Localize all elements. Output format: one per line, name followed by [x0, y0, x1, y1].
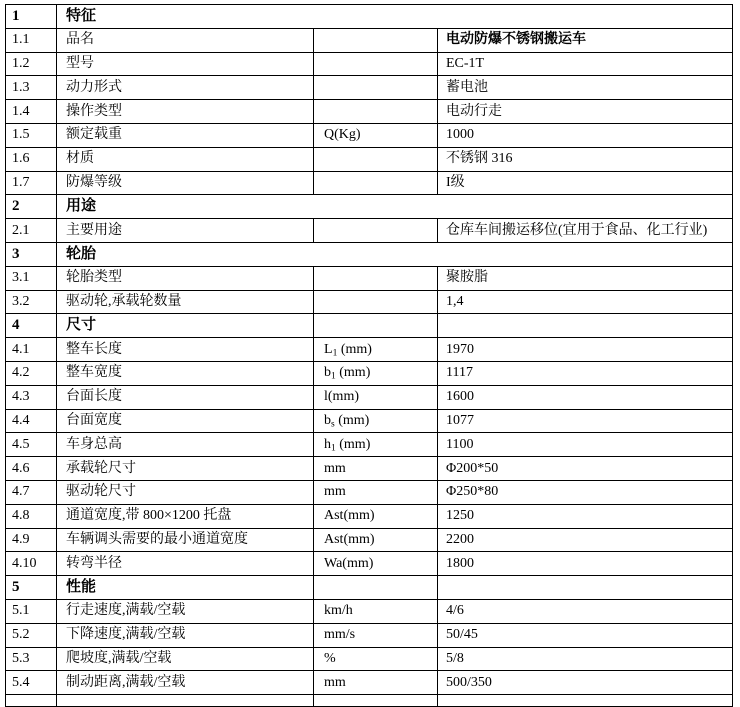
value-cell: 500/350 [438, 671, 733, 695]
table-row [6, 171, 733, 195]
unit-cell: % [314, 647, 438, 671]
spec-label-cell: 台面宽度 [57, 409, 314, 433]
unit-suffix: (mm) [337, 341, 372, 357]
row-number-cell: 1.3 [6, 76, 57, 100]
row-number-cell: 1.4 [6, 100, 57, 124]
table-row [6, 647, 733, 671]
unit-cell [314, 147, 438, 171]
section-row [6, 195, 733, 219]
table-row [6, 361, 733, 385]
table-row [6, 528, 733, 552]
unit-cell: l(mm) [314, 385, 438, 409]
unit-cell [314, 28, 438, 52]
row-number-cell: 4.7 [6, 480, 57, 504]
spec-table-container [5, 4, 733, 707]
spec-label-cell: 主要用途 [57, 219, 314, 243]
row-number-cell: 1.2 [6, 52, 57, 76]
row-number-cell: 2.1 [6, 219, 57, 243]
table-row [6, 457, 733, 481]
unit-subscript: s [331, 419, 335, 430]
row-number-cell: 3 [6, 242, 57, 266]
value-cell: 5/8 [438, 647, 733, 671]
row-number-cell: 4.9 [6, 528, 57, 552]
table-row [6, 409, 733, 433]
row-number-cell: 5.2 [6, 623, 57, 647]
row-number-cell: 4.2 [6, 361, 57, 385]
spec-label-cell: 驱动轮,承载轮数量 [57, 290, 314, 314]
value-cell [438, 695, 733, 707]
unit-cell [314, 52, 438, 76]
spec-table-body [6, 5, 733, 707]
table-row [6, 52, 733, 76]
value-cell: 1250 [438, 504, 733, 528]
unit-cell [314, 695, 438, 707]
row-number-cell: 3.1 [6, 266, 57, 290]
unit-subscript: 1 [332, 348, 338, 359]
table-row [6, 147, 733, 171]
row-number-cell: 4.8 [6, 504, 57, 528]
value-cell: 蓄电池 [438, 76, 733, 100]
row-number-cell: 1.7 [6, 171, 57, 195]
table-row [6, 76, 733, 100]
row-number-cell: 4.10 [6, 552, 57, 576]
table-row [6, 123, 733, 147]
section-row [6, 576, 733, 600]
unit-suffix: (mm) [335, 365, 371, 381]
unit-cell [314, 361, 438, 385]
section-label-cell: 特征 [57, 5, 733, 29]
table-row [6, 100, 733, 124]
spec-label-cell: 通道宽度,带 800×1200 托盘 [57, 504, 314, 528]
row-number-cell: 2 [6, 195, 57, 219]
spec-label-cell: 下降速度,满载/空载 [57, 623, 314, 647]
table-row [6, 671, 733, 695]
section-row [6, 242, 733, 266]
value-cell: 2200 [438, 528, 733, 552]
unit-subscript: 1 [331, 371, 336, 382]
unit-cell [314, 100, 438, 124]
unit-cell: km/h [314, 599, 438, 623]
value-cell: 电动防爆不锈钢搬运车 [438, 28, 733, 52]
unit-cell [314, 171, 438, 195]
table-row [6, 480, 733, 504]
table-row [6, 623, 733, 647]
spec-label-cell: 轮胎类型 [57, 266, 314, 290]
table-row [6, 290, 733, 314]
row-number-cell: 5.4 [6, 671, 57, 695]
unit-cell: mm [314, 671, 438, 695]
unit-suffix: (mm) [335, 436, 371, 452]
value-cell: 4/6 [438, 599, 733, 623]
spec-label-cell: 车辆调头需要的最小通道宽度 [57, 528, 314, 552]
spec-label-cell: 承载轮尺寸 [57, 457, 314, 481]
value-cell: 1800 [438, 552, 733, 576]
unit-symbol: b [324, 365, 331, 381]
spec-label-cell: 整车宽度 [57, 361, 314, 385]
table-row [6, 504, 733, 528]
value-cell: Φ250*80 [438, 480, 733, 504]
value-cell: 1117 [438, 361, 733, 385]
row-number-cell: 1 [6, 5, 57, 29]
section-label-cell: 轮胎 [57, 242, 733, 266]
value-cell: 50/45 [438, 623, 733, 647]
table-row [6, 599, 733, 623]
row-number-cell: 3.2 [6, 290, 57, 314]
value-cell: 聚胺脂 [438, 266, 733, 290]
value-cell [438, 314, 733, 338]
spec-label-cell: 防爆等级 [57, 171, 314, 195]
value-cell: Φ200*50 [438, 457, 733, 481]
table-row [6, 266, 733, 290]
value-cell: 1077 [438, 409, 733, 433]
section-label-cell: 尺寸 [57, 314, 314, 338]
row-number-cell: 4.3 [6, 385, 57, 409]
unit-cell [314, 314, 438, 338]
row-number-cell: 4.5 [6, 433, 57, 457]
row-number-cell: 4 [6, 314, 57, 338]
table-row [6, 338, 733, 362]
spec-label-cell: 台面长度 [57, 385, 314, 409]
spec-label-cell: 驱动轮尺寸 [57, 480, 314, 504]
unit-cell [314, 576, 438, 600]
unit-cell: Wa(mm) [314, 552, 438, 576]
unit-cell [314, 76, 438, 100]
unit-suffix: (mm) [334, 412, 370, 428]
spec-label-cell: 转弯半径 [57, 552, 314, 576]
unit-cell [314, 338, 438, 362]
section-row [6, 314, 733, 338]
spec-label-cell: 车身总高 [57, 433, 314, 457]
specification-table [5, 4, 733, 707]
spec-label-cell: 型号 [57, 52, 314, 76]
unit-cell: Ast(mm) [314, 528, 438, 552]
spec-label-cell: 材质 [57, 147, 314, 171]
row-number-cell: 5.1 [6, 599, 57, 623]
value-cell: 电动行走 [438, 100, 733, 124]
unit-cell: Ast(mm) [314, 504, 438, 528]
section-label-cell: 性能 [57, 576, 314, 600]
table-row [6, 385, 733, 409]
spec-label-cell: 品名 [57, 28, 314, 52]
row-number-cell: 4.4 [6, 409, 57, 433]
spec-label-cell: 制动距离,满载/空载 [57, 671, 314, 695]
row-number-cell: 4.1 [6, 338, 57, 362]
row-number-cell: 1.6 [6, 147, 57, 171]
spec-label-cell [57, 695, 314, 707]
value-cell: 1970 [438, 338, 733, 362]
value-cell: 1000 [438, 123, 733, 147]
unit-cell [314, 433, 438, 457]
unit-symbol: b [324, 412, 331, 428]
spec-label-cell: 动力形式 [57, 76, 314, 100]
row-number-cell: 1.5 [6, 123, 57, 147]
table-row [6, 28, 733, 52]
row-number-cell: 5.3 [6, 647, 57, 671]
spec-label-cell: 操作类型 [57, 100, 314, 124]
unit-cell [314, 290, 438, 314]
value-cell: 1600 [438, 385, 733, 409]
unit-cell [314, 409, 438, 433]
spec-label-cell: 整车长度 [57, 338, 314, 362]
unit-cell: Q(Kg) [314, 123, 438, 147]
unit-cell: mm [314, 480, 438, 504]
row-number-cell: 1.1 [6, 28, 57, 52]
spec-label-cell: 爬坡度,满载/空载 [57, 647, 314, 671]
row-number-cell [6, 695, 57, 707]
row-number-cell: 5 [6, 576, 57, 600]
value-cell: 仓库车间搬运移位(宜用于食品、化工行业) [438, 219, 733, 243]
unit-cell: mm [314, 457, 438, 481]
value-cell: 1100 [438, 433, 733, 457]
table-row [6, 219, 733, 243]
value-cell: EC-1T [438, 52, 733, 76]
unit-subscript: 1 [331, 443, 336, 454]
section-row [6, 5, 733, 29]
value-cell: 1,4 [438, 290, 733, 314]
value-cell: 不锈钢 316 [438, 147, 733, 171]
unit-symbol: h [324, 436, 331, 452]
value-cell: I级 [438, 171, 733, 195]
section-label-cell: 用途 [57, 195, 733, 219]
table-row [6, 552, 733, 576]
spec-label-cell: 额定载重 [57, 123, 314, 147]
unit-cell [314, 219, 438, 243]
value-cell [438, 576, 733, 600]
row-number-cell: 4.6 [6, 457, 57, 481]
clipped-next-row [6, 695, 733, 707]
spec-label-cell: 行走速度,满载/空载 [57, 599, 314, 623]
table-row [6, 433, 733, 457]
unit-cell: mm/s [314, 623, 438, 647]
unit-cell [314, 266, 438, 290]
unit-symbol: L [324, 341, 333, 357]
